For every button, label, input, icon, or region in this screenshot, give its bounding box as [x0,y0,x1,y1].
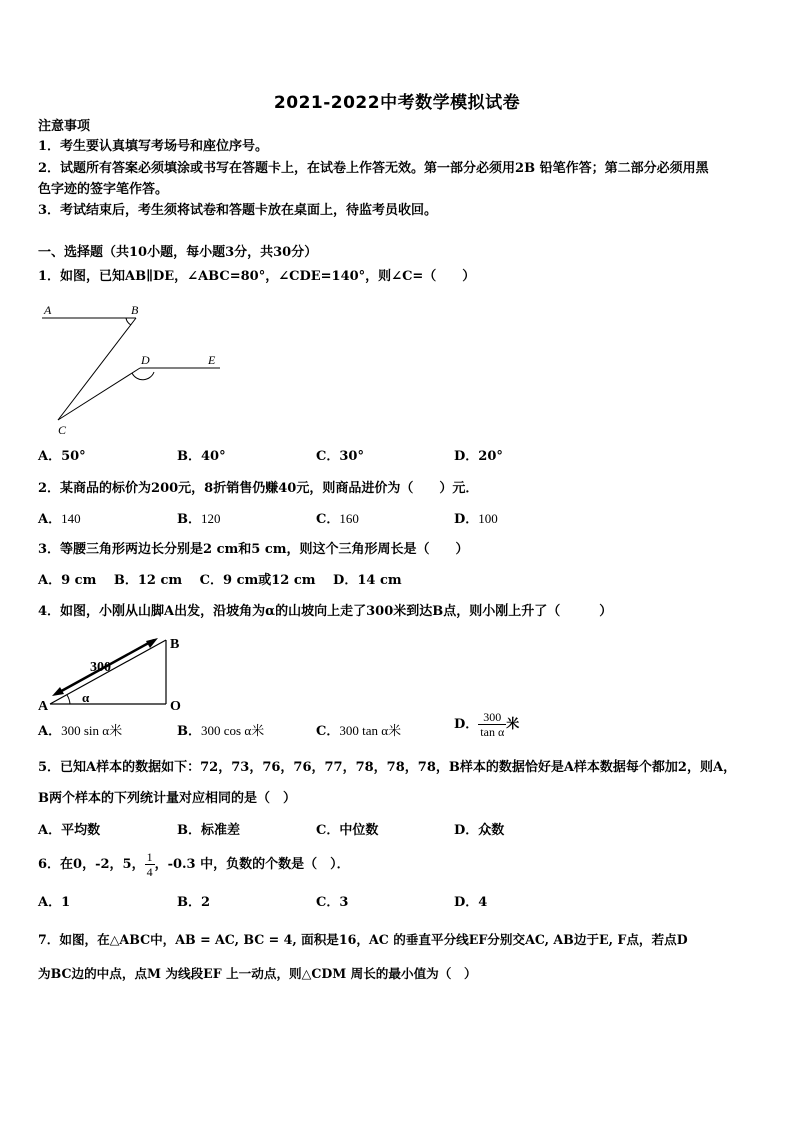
q5-option-d: D．众数 [454,823,505,838]
q1-figure [38,300,238,440]
q4-label-angle: α [82,690,90,705]
q6-option-b: B．2 [177,895,211,910]
notice-item-1: 1．考生要认真填写考场号和座位序号。 [38,139,269,154]
q4-label-b: B [170,637,180,652]
notice-heading: 注意事项 [38,119,91,134]
q7-stem-line1: 7．如图，在△ABC中，AB = AC, BC = 4, 面积是16，AC 的垂直平分线EF分别交AC, AB边于E, F点，若点D [38,932,688,947]
section-heading: 一、选择题（共10小题，每小题3分，共30分） [38,245,318,260]
q6-option-c: C．3 [316,895,349,910]
q4-label-len: 300 [90,660,111,675]
notice-item-2-cont: 色字迹的签字笔作答。 [38,182,169,197]
q3-stem: 3．等腰三角形两边长分别是2 cm和5 cm，则这个三角形周长是（ ） [38,542,469,557]
q1-stem: 1．如图，已知AB∥DE，∠ABC=80°，∠CDE=140°，则∠C=（ ） [38,269,476,284]
q4-option-a: A．300 sin α米 [38,723,123,739]
q2-option-b: B．120 [177,511,221,527]
q1-label-a: A [44,303,52,317]
q5-option-c: C．中位数 [316,823,379,838]
q5-option-b: B．标准差 [177,823,240,838]
q1-label-b: B [131,303,139,317]
q1-option-b: B．40° [177,449,226,464]
q1-label-c: C [58,423,67,437]
q5-stem-line1: 5．已知A样本的数据如下：72，73，76，76，77，78，78，78，B样本的数据恰好是A样本数据每个都加2，则A， [38,760,737,775]
q4-label-a: A [38,699,49,714]
q4-option-c: C．300 tan α米 [316,723,402,739]
q1-option-d: D．20° [454,449,503,464]
q5-stem-line2: B两个样本的下列统计量对应相同的是（ ） [38,791,296,806]
q4-label-o: O [170,699,181,714]
q4-figure [36,630,196,714]
q2-option-c: C．160 [316,511,359,527]
q4-stem: 4．如图，小刚从山脚A出发，沿坡角为α的山坡向上走了300米到达B点，则小刚上升了（ ） [38,604,613,619]
q4-option-b: B．300 cos α米 [177,723,265,739]
q2-option-d: D．100 [454,511,498,527]
notice-item-2: 2．试题所有答案必须填涂或书写在答题卡上，在试卷上作答无效。第一部分必须用2B 铅笔作答；第二部分必须用黑 [38,161,709,176]
q6-option-d: D．4 [454,895,488,910]
notice-item-3: 3．考试结束后，考生须将试卷和答题卡放在桌面上，待监考员收回。 [38,203,438,218]
q7-stem-line2: 为BC边的中点，点M 为线段EF 上一动点，则△CDM 周长的最小值为（ ） [38,966,477,981]
exam-title: 2021-2022中考数学模拟试卷 [273,93,521,113]
q2-stem: 2．某商品的标价为200元，8折销售仍赚40元，则商品进价为（ ）元． [38,481,479,496]
q6-option-a: A．1 [38,895,71,910]
q2-option-a: A．140 [38,511,81,527]
q6-stem: 6．在0，-2，5， $\frac{1}{4}$ ，-0.3 中，负数的个数是（ ）． [38,850,350,879]
q6-fraction: $\frac{1}{4}$ [146,850,153,879]
q1-label-e: E [208,353,216,367]
q1-option-a: A．50° [38,449,86,464]
q1-label-d: D [141,353,150,367]
q1-option-c: C．30° [316,449,364,464]
q4-option-d-fraction: $\frac{300}{\text{tan α}}$ [480,710,505,739]
q5-option-a: A．平均数 [38,823,101,838]
q4-option-d: D． $\frac{300}{\text{tan α}}$ 米 [454,710,520,739]
q3-options: A．9 cm B．12 cm C．9 cm或12 cm D．14 cm [38,573,402,588]
